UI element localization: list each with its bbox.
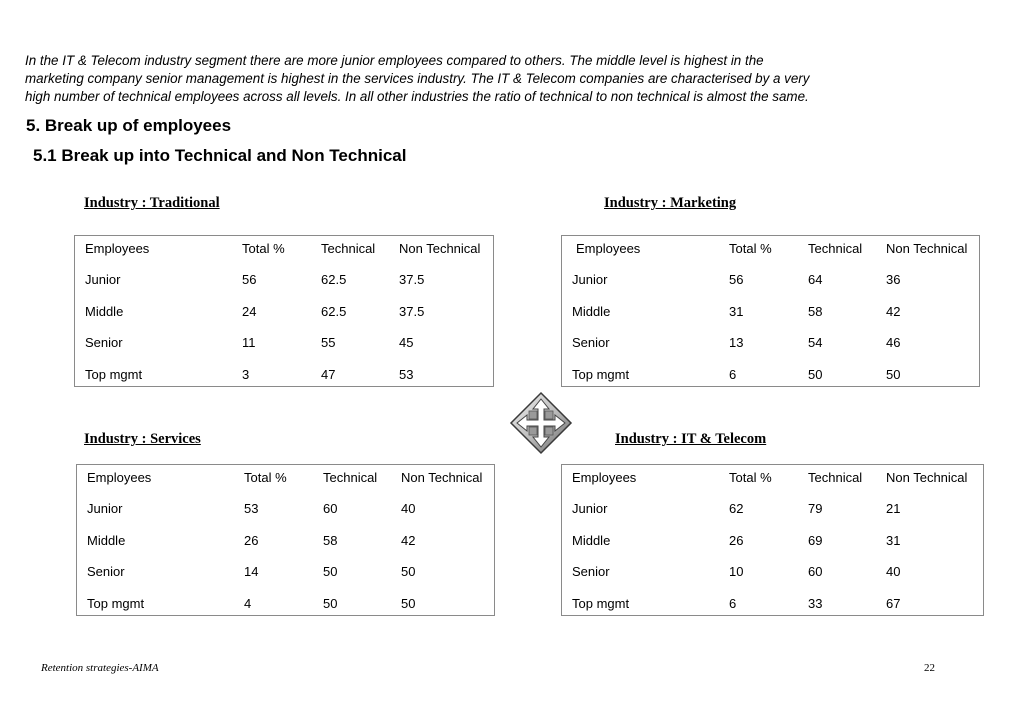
intro-line: In the IT & Telecom industry segment there are more junior employees compared to others. The middle level is highest in the [25, 53, 764, 68]
table-header-row [562, 241, 979, 257]
table-cell: Junior [87, 501, 123, 516]
table-cell: 33 [808, 596, 823, 611]
table-cell: Senior [572, 335, 610, 350]
table-row [75, 335, 493, 351]
table-it-telecom [561, 464, 984, 616]
header-cell: Employees [87, 470, 152, 485]
table-row [562, 596, 983, 612]
table-row [562, 304, 979, 320]
table-row [562, 367, 979, 383]
table-cell: Middle [87, 533, 126, 548]
header-cell: Non Technical [886, 470, 968, 485]
table-cell: 50 [886, 367, 901, 382]
table-cell: 60 [808, 564, 823, 579]
header-cell: Total % [729, 470, 772, 485]
table-cell: Top mgmt [572, 367, 630, 382]
table-row [562, 335, 979, 351]
header-cell: Employees [576, 241, 641, 256]
table-cell: 58 [323, 533, 338, 548]
table-cell: Top mgmt [87, 596, 145, 611]
header-cell: Technical [808, 241, 863, 256]
header-cell: Non Technical [401, 470, 483, 485]
table-header-row [562, 470, 983, 486]
header-cell: Technical [323, 470, 378, 485]
table-cell: 36 [886, 272, 901, 287]
table-cell: 67 [886, 596, 901, 611]
table-cell: 42 [886, 304, 901, 319]
table-cell: 47 [321, 367, 336, 382]
table-cell: 37.5 [399, 272, 425, 287]
table-cell: 6 [729, 367, 737, 382]
header-cell: Total % [729, 241, 772, 256]
table-cell: 58 [808, 304, 823, 319]
table-cell: 60 [323, 501, 338, 516]
table-cell: Junior [85, 272, 121, 287]
table-row [77, 564, 494, 580]
table-row [562, 272, 979, 288]
table-cell: 53 [399, 367, 414, 382]
four-way-arrows-icon [509, 391, 573, 455]
table-cell: 42 [401, 533, 416, 548]
table-cell: 50 [401, 596, 416, 611]
table-cell: 40 [401, 501, 416, 516]
table-cell: 56 [729, 272, 744, 287]
table-cell: 6 [729, 596, 737, 611]
table-cell: 50 [808, 367, 823, 382]
subsection-heading: 5.1 Break up into Technical and Non Technical [33, 146, 407, 165]
table-cell: Senior [572, 564, 610, 579]
table-cell: 31 [729, 304, 744, 319]
table-cell: 62.5 [321, 272, 347, 287]
table-row [77, 533, 494, 549]
table-cell: 14 [244, 564, 259, 579]
table-cell: 24 [242, 304, 257, 319]
table-cell: 54 [808, 335, 823, 350]
table-services [76, 464, 495, 616]
table-row [562, 564, 983, 580]
table-cell: 56 [242, 272, 257, 287]
table-cell: Top mgmt [572, 596, 630, 611]
header-cell: Employees [85, 241, 150, 256]
table-cell: 26 [244, 533, 259, 548]
header-cell: Technical [321, 241, 376, 256]
header-cell: Non Technical [399, 241, 481, 256]
table-row [75, 304, 493, 320]
table-cell: 3 [242, 367, 250, 382]
page-number: 22 [924, 662, 935, 674]
table-cell: 62.5 [321, 304, 347, 319]
table-cell: 79 [808, 501, 823, 516]
table-cell: Junior [572, 501, 608, 516]
table-cell: 4 [244, 596, 252, 611]
table-cell: 50 [401, 564, 416, 579]
table-cell: Senior [87, 564, 125, 579]
table-cell: 21 [886, 501, 901, 516]
table-cell: 40 [886, 564, 901, 579]
header-cell: Employees [572, 470, 637, 485]
table-row [75, 367, 493, 383]
table-cell: 46 [886, 335, 901, 350]
table-cell: 53 [244, 501, 259, 516]
header-cell: Technical [808, 470, 863, 485]
table-cell: Top mgmt [85, 367, 143, 382]
table-title-it-telecom: Industry : IT & Telecom [615, 431, 767, 447]
header-cell: Non Technical [886, 241, 968, 256]
table-marketing [561, 235, 980, 387]
section-heading: 5. Break up of employees [26, 116, 232, 135]
table-cell: 50 [323, 564, 338, 579]
table-title-traditional: Industry : Traditional [84, 195, 220, 211]
table-traditional [74, 235, 494, 387]
table-cell: 13 [729, 335, 744, 350]
table-cell: 31 [886, 533, 901, 548]
table-cell: Senior [85, 335, 123, 350]
table-cell: 50 [323, 596, 338, 611]
table-cell: 10 [729, 564, 744, 579]
table-row [562, 501, 983, 517]
table-cell: Middle [85, 304, 124, 319]
intro-line: marketing company senior management is highest in the services industry. The IT & Telecom companies are characterised by a very [25, 71, 810, 86]
table-cell: 37.5 [399, 304, 425, 319]
table-row [77, 501, 494, 517]
table-cell: 64 [808, 272, 823, 287]
header-cell: Total % [242, 241, 285, 256]
table-title-marketing: Industry : Marketing [604, 195, 737, 211]
table-cell: 11 [242, 335, 256, 350]
intro-line: high number of technical employees across all levels. In all other industries the ratio of technical to non technical is almost the same. [25, 89, 809, 104]
table-cell: 26 [729, 533, 744, 548]
footer-source: Retention strategies-AIMA [41, 662, 159, 674]
table-cell: 45 [399, 335, 414, 350]
table-cell: 69 [808, 533, 823, 548]
table-cell: Junior [572, 272, 608, 287]
table-cell: Middle [572, 533, 611, 548]
table-row [562, 533, 983, 549]
table-cell: 55 [321, 335, 336, 350]
table-title-services: Industry : Services [84, 431, 201, 447]
table-row [77, 596, 494, 612]
table-header-row [75, 241, 493, 257]
table-row [75, 272, 493, 288]
intro-paragraph [25, 52, 905, 106]
table-cell: 62 [729, 501, 744, 516]
table-header-row [77, 470, 494, 486]
header-cell: Total % [244, 470, 287, 485]
table-cell: Middle [572, 304, 611, 319]
